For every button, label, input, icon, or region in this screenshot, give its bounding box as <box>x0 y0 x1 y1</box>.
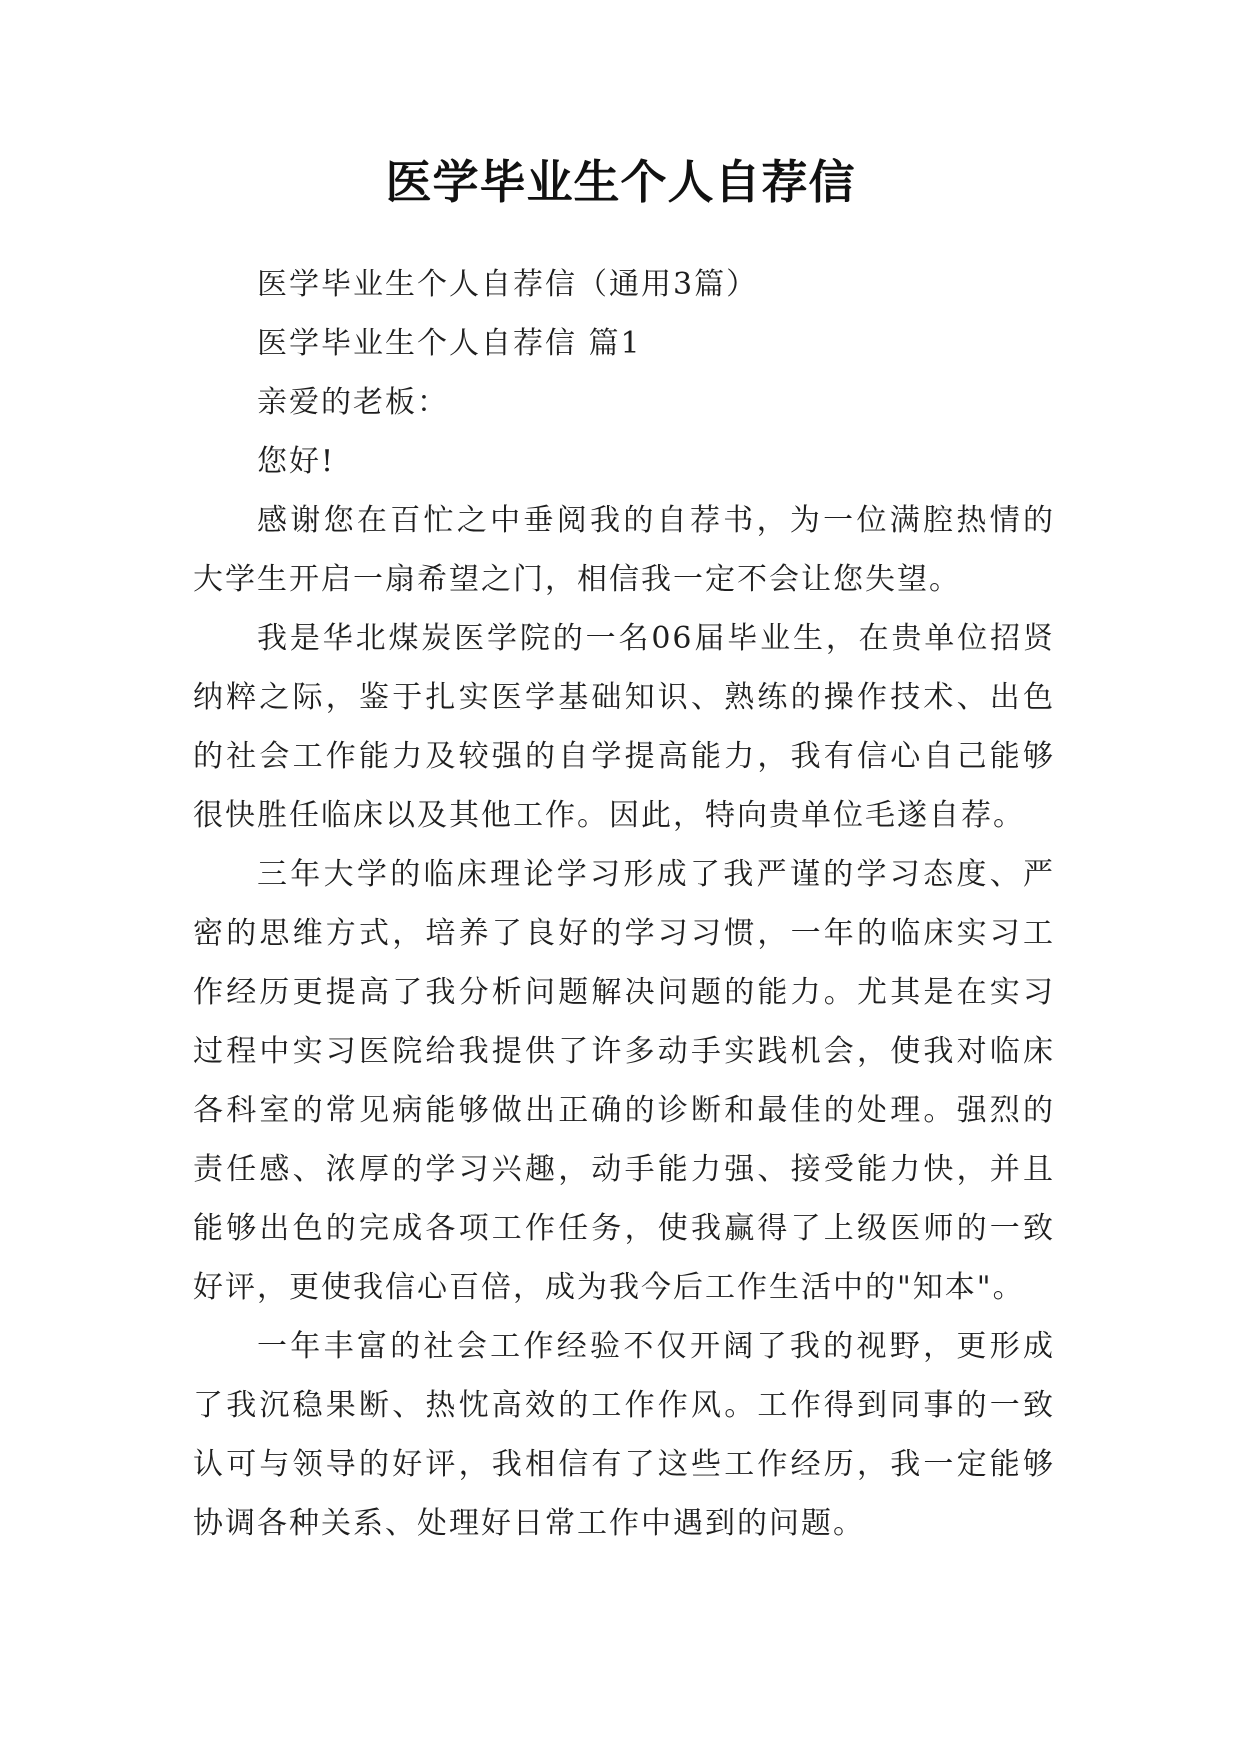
body-paragraph: 感谢您在百忙之中垂阅我的自荐书，为一位满腔热情的大学生开启一扇希望之门，相信我一定不会让您失望。 <box>193 503 1055 597</box>
document-title: 医学毕业生个人自荐信 <box>385 155 856 209</box>
doc-subtitle: 医学毕业生个人自荐信（通用3篇） <box>257 267 759 302</box>
body-paragraph: 三年大学的临床理论学习形成了我严谨的学习态度、严密的思维方式，培养了良好的学习习惯，一年的临床实习工作经历更提高了我分析问题解决问题的能力。尤其是在实习过程中实习医院给我提供了许多动手实践机会，使我对临床各科室的常见病能够做出正确的诊断和最佳的处理。强烈的责任感、浓厚的学习兴趣，动手能力强、接受能力快，并且能够出色的完成各项工作任务，使我赢得了上级医师的一致好评，更使我信心百倍，成为我今后工作生活中的"知本"。 <box>193 857 1055 1305</box>
section-heading: 医学毕业生个人自荐信 篇1 <box>257 326 642 361</box>
body-paragraph: 我是华北煤炭医学院的一名06届毕业生，在贵单位招贤纳粹之际，鉴于扎实医学基础知识、熟练的操作技术、出色的社会工作能力及较强的自学提高能力，我有信心自己能够很快胜任临床以及其他工作。因此，特向贵单位毛遂自荐。 <box>193 621 1055 833</box>
greeting: 您好! <box>257 444 336 479</box>
document-body <box>193 255 1055 1553</box>
salutation: 亲爱的老板： <box>257 385 449 420</box>
body-paragraph: 一年丰富的社会工作经验不仅开阔了我的视野，更形成了我沉稳果断、热忱高效的工作作风。工作得到同事的一致认可与领导的好评，我相信有了这些工作经历，我一定能够协调各种关系、处理好日常工作中遇到的问题。 <box>193 1329 1055 1541</box>
